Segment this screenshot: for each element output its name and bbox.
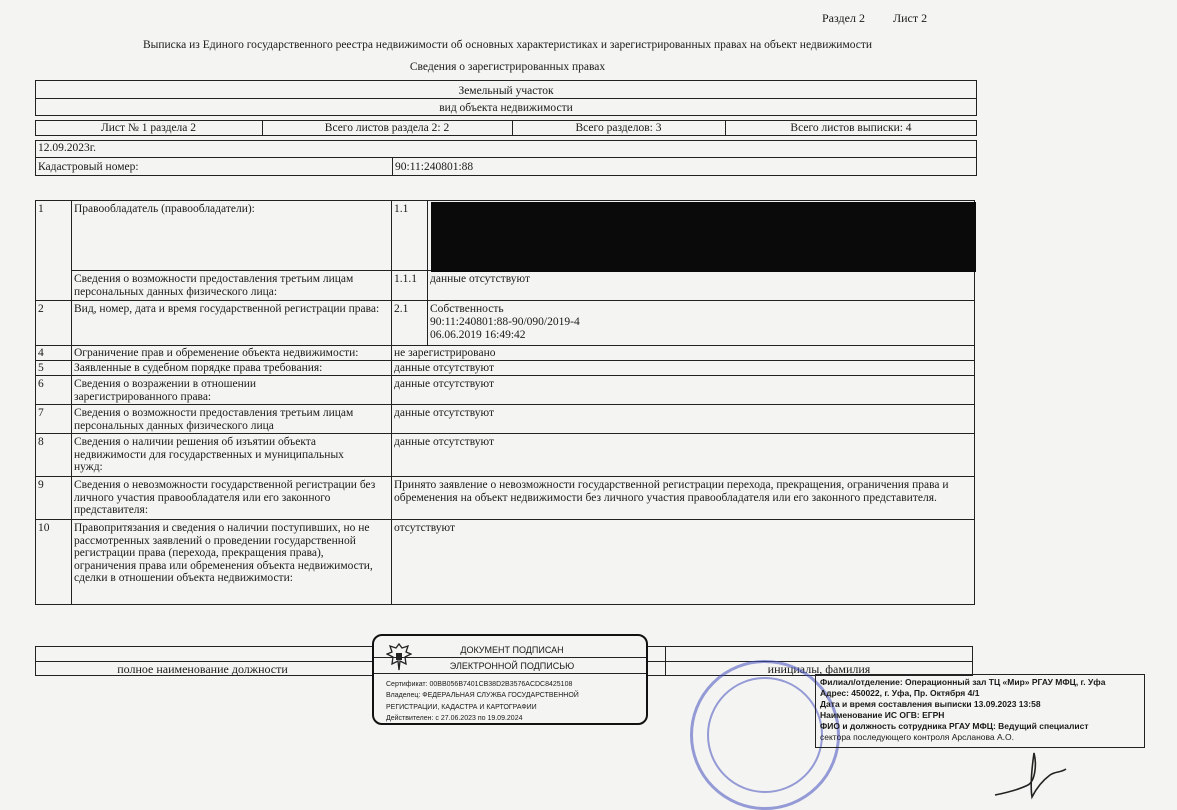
encumbrance-value: не зарегистрировано — [394, 347, 496, 359]
office-branch: Филиал/отделение: Операционный зал ТЦ «Мир» РГАУ МФЦ, г. Уфа — [820, 677, 1106, 687]
subrow-number: 1.1 — [394, 203, 409, 215]
office-stamp — [815, 674, 1145, 748]
registration-number: 90:11:240801:88-90/090/2019-4 — [430, 316, 580, 328]
row-number: 4 — [38, 347, 44, 359]
sheet-label: Лист 2 — [893, 11, 928, 25]
total-sheets-section: Всего листов раздела 2: 2 — [324, 122, 450, 134]
ogv-name: Наименование ИС ОГВ: ЕГРН — [820, 710, 945, 720]
claims-label: Заявленные в судебном порядке права требования: — [74, 362, 323, 374]
registration-label: Вид, номер, дата и время государственной регистрации права: — [74, 303, 380, 315]
seizure-label: Сведения о наличии решения об изъятии объекта недвижимости для государственных и муниципальных нужд: — [74, 436, 344, 473]
name-caption: инициалы, фамилия — [767, 662, 871, 676]
row-number: 2 — [38, 303, 44, 315]
redacted-rightholder — [431, 202, 976, 272]
extract-datetime: Дата и время составления выписки 13.09.2023 13:58 — [820, 699, 1041, 709]
objection-value: данные отсутствуют — [394, 378, 494, 390]
object-type: Земельный участок — [458, 85, 554, 97]
registration-datetime: 06.06.2019 16:49:42 — [430, 329, 526, 341]
document-subtitle: Сведения о зарегистрированных правах — [409, 61, 606, 73]
seizure-value: данные отсутствуют — [394, 436, 494, 448]
objection-label: Сведения о возражении в отношении зарегистрированного права: — [74, 378, 257, 403]
total-sheets: Всего листов выписки: 4 — [790, 122, 912, 134]
personal-participation-label: Сведения о невозможности государственной регистрации без личного участия правообладателя или его законного представителя: — [74, 479, 376, 516]
handwritten-signature — [990, 745, 1080, 805]
section-label: Раздел 2 — [822, 11, 865, 25]
total-sections: Всего разделов: 3 — [575, 122, 662, 134]
office-address: Адрес: 450022, г. Уфа, Пр. Октября 4/1 — [820, 688, 980, 698]
subrow-number: 2.1 — [394, 303, 409, 315]
row-number: 6 — [38, 378, 44, 390]
employee-name: сектора последующего контроля Арсланова А.О. — [820, 732, 1015, 742]
extract-date: 12.09.2023г. — [38, 142, 97, 154]
rightholder-label: Правообладатель (правообладатели): — [74, 203, 255, 215]
employee-position: ФИО и должность сотрудника РГАУ МФЦ: Ведущий специалист — [820, 721, 1089, 731]
position-caption: полное наименование должности — [117, 662, 288, 676]
cadastral-label: Кадастровый номер: — [38, 161, 139, 173]
encumbrance-label: Ограничение прав и обременение объекта недвижимости: — [74, 347, 359, 359]
cadastral-number: 90:11:240801:88 — [395, 161, 474, 173]
third-party-value: данные отсутствуют — [394, 407, 494, 419]
signed-subtitle: ЭЛЕКТРОННОЙ ПОДПИСЬЮ — [449, 661, 575, 671]
cadastral-block — [35, 140, 977, 176]
document-title: Выписка из Единого государственного реестра недвижимости об основных характеристиках и зарегистрированных правах на объект недвижимости — [142, 39, 873, 51]
third-party-label: Сведения о возможности предоставления третьим лицам персональных данных физического лица — [74, 407, 354, 432]
row-number: 8 — [38, 436, 44, 448]
signed-title: ДОКУМЕНТ ПОДПИСАН — [460, 645, 564, 655]
e-signature-stamp — [372, 634, 648, 725]
row-number: 9 — [38, 479, 44, 491]
certificate-number: Сертификат: 00BB056B7401CB38D2B3576ACDC8425108 — [386, 681, 573, 688]
sheet-number: Лист № 1 раздела 2 — [100, 122, 197, 134]
personal-data-label: Сведения о возможности предоставления третьим лицам персональных данных физического лица: — [74, 273, 354, 298]
row-number: 1 — [38, 203, 44, 215]
claims-pending-label: Правопритязания и сведения о наличии поступивших, но не рассмотренных заявлений о проведении государственной регистрации права (перехода, прекращения права), ограничения права или обременения объекта недвижимости, сделки в отношении объекта недвижимости: — [74, 522, 373, 584]
personal-participation-value: Принято заявление о невозможности государственной регистрации перехода, прекращения, ограничения права и обременения на объект недвижимости без личного участия правообладателя или его законного представителя. — [394, 479, 949, 504]
certificate-owner-line2: РЕГИСТРАЦИИ, КАДАСТРА И КАРТОГРАФИИ — [386, 704, 537, 711]
claims-value: данные отсутствуют — [394, 362, 494, 374]
right-type: Собственность — [430, 303, 504, 315]
certificate-owner-line1: Владелец: ФЕДЕРАЛЬНАЯ СЛУЖБА ГОСУДАРСТВЕННОЙ — [386, 692, 579, 699]
claims-pending-value: отсутствуют — [394, 522, 456, 534]
row-number: 5 — [38, 362, 44, 374]
personal-data-value: данные отсутствуют — [430, 273, 530, 285]
object-type-caption: вид объекта недвижимости — [439, 102, 573, 114]
row-number: 7 — [38, 407, 44, 419]
certificate-validity: Действителен: с 27.06.2023 по 19.09.2024 — [386, 715, 523, 722]
row-number: 10 — [38, 522, 50, 534]
subrow-number: 1.1.1 — [394, 273, 417, 285]
